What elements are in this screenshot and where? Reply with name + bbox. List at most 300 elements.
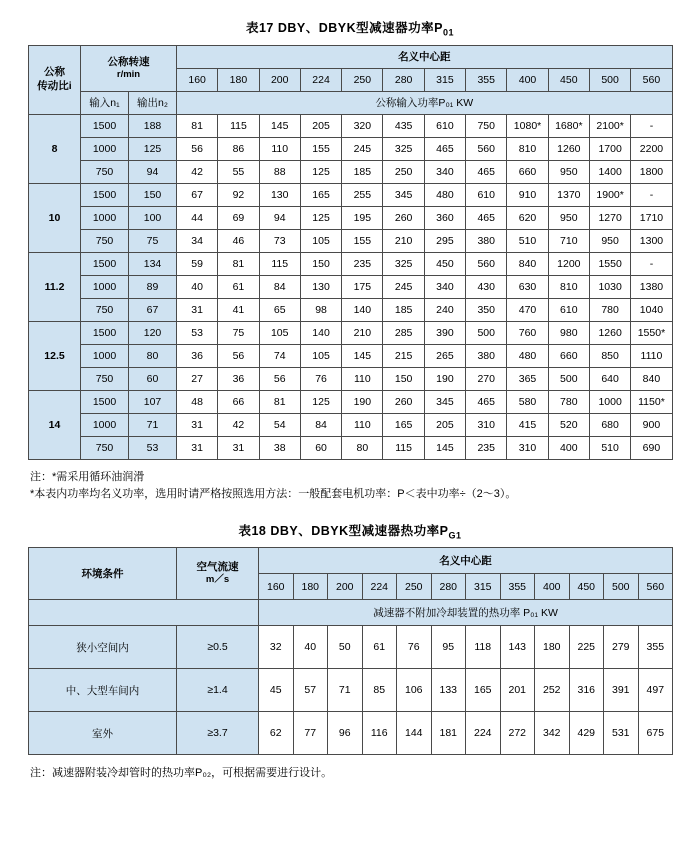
cell: 81	[218, 252, 259, 275]
header-input-speed: 输入n₁	[81, 91, 129, 114]
cell: 1550	[589, 252, 630, 275]
cell: 195	[342, 206, 383, 229]
note-line-2: *本表内功率均名义功率，选用时请严格按照选用方法：一般配套电机功率：P＜表中功率÷（2～3）。	[30, 487, 517, 500]
cell: 77	[293, 712, 328, 755]
n2: 89	[129, 275, 177, 298]
n1: 1000	[81, 206, 129, 229]
ratio-11-2: 11.2	[29, 252, 81, 321]
env-label: 狭小空间内	[29, 626, 177, 669]
cell: 429	[569, 712, 604, 755]
cell: 86	[218, 137, 259, 160]
cell: 355	[638, 626, 673, 669]
cell: 255	[342, 183, 383, 206]
n2: 134	[129, 252, 177, 275]
table-row	[29, 137, 673, 160]
n2: 188	[129, 114, 177, 137]
cell: 84	[300, 413, 341, 436]
n1: 750	[81, 367, 129, 390]
ratio-14: 14	[29, 390, 81, 459]
table18	[28, 547, 673, 755]
header-air-speed: 空气流速 m／s	[177, 548, 259, 600]
n1: 1500	[81, 390, 129, 413]
table18-header-row-1	[29, 548, 673, 574]
cell: 270	[466, 367, 507, 390]
n1: 750	[81, 229, 129, 252]
cell: 42	[218, 413, 259, 436]
cell: 27	[177, 367, 218, 390]
table-row	[29, 252, 673, 275]
ratio-8: 8	[29, 114, 81, 183]
cell: 36	[218, 367, 259, 390]
cd-500: 500	[604, 574, 639, 600]
cell: 531	[604, 712, 639, 755]
cell: 185	[342, 160, 383, 183]
cell: 40	[177, 275, 218, 298]
env-label: 室外	[29, 712, 177, 755]
cell: 850	[589, 344, 630, 367]
cd-450: 450	[548, 68, 589, 91]
cell: 71	[328, 669, 363, 712]
cell: 810	[548, 275, 589, 298]
header-output-speed: 输出n₂	[129, 91, 177, 114]
cd-280: 280	[383, 68, 424, 91]
header-center-distance: 名义中心距	[177, 45, 673, 68]
n2: 100	[129, 206, 177, 229]
cell: 80	[342, 436, 383, 459]
cell: 390	[424, 321, 465, 344]
cell: 145	[424, 436, 465, 459]
cell: 950	[589, 229, 630, 252]
cell: 125	[300, 390, 341, 413]
cd-250: 250	[342, 68, 383, 91]
n2: 120	[129, 321, 177, 344]
cell: 31	[218, 436, 259, 459]
header-ratio: 公称 传动比i	[29, 45, 81, 114]
n2: 125	[129, 137, 177, 160]
cell: 95	[431, 626, 466, 669]
cell: 610	[466, 183, 507, 206]
cell: 92	[218, 183, 259, 206]
cell: 144	[397, 712, 432, 755]
cell: 660	[507, 160, 548, 183]
cell: 900	[631, 413, 672, 436]
cell: 465	[466, 160, 507, 183]
cell: 780	[548, 390, 589, 413]
cell: 500	[548, 367, 589, 390]
cell: 205	[300, 114, 341, 137]
table18-title-sub: G1	[448, 530, 462, 541]
cell: 56	[259, 367, 300, 390]
n1: 750	[81, 436, 129, 459]
n1: 750	[81, 160, 129, 183]
cell: 44	[177, 206, 218, 229]
cell: 480	[507, 344, 548, 367]
cell: 2100*	[589, 114, 630, 137]
cell: 310	[507, 436, 548, 459]
cell: 215	[383, 344, 424, 367]
n2: 67	[129, 298, 177, 321]
cell: 60	[300, 436, 341, 459]
cell: 50	[328, 626, 363, 669]
cell: 710	[548, 229, 589, 252]
cell: 245	[383, 275, 424, 298]
table17-notes	[28, 460, 672, 503]
cell: 84	[259, 275, 300, 298]
cell: 580	[507, 390, 548, 413]
cell: 1260	[589, 321, 630, 344]
cd-160: 160	[259, 574, 294, 600]
cell: 36	[177, 344, 218, 367]
cell: 42	[177, 160, 218, 183]
cell: 175	[342, 275, 383, 298]
cell: 180	[535, 626, 570, 669]
cell: 56	[218, 344, 259, 367]
cell: 345	[383, 183, 424, 206]
cell: 105	[300, 344, 341, 367]
cell: 145	[342, 344, 383, 367]
cell: 675	[638, 712, 673, 755]
cell: 1030	[589, 275, 630, 298]
table-row	[29, 275, 673, 298]
cell: 165	[466, 669, 501, 712]
cell: 1550*	[631, 321, 672, 344]
cell: 73	[259, 229, 300, 252]
cell: 165	[300, 183, 341, 206]
table-row	[29, 114, 673, 137]
n1: 750	[81, 298, 129, 321]
cell: 325	[383, 137, 424, 160]
cell: 34	[177, 229, 218, 252]
table18-notes	[28, 755, 672, 782]
cell: 1000	[589, 390, 630, 413]
cell: 110	[259, 137, 300, 160]
cell: 201	[500, 669, 535, 712]
cell: 510	[507, 229, 548, 252]
header-environment: 环境条件	[29, 548, 177, 600]
cell: 98	[300, 298, 341, 321]
cell: 81	[259, 390, 300, 413]
cell: 125	[300, 206, 341, 229]
cell: 140	[300, 321, 341, 344]
cell: 510	[589, 436, 630, 459]
cell: 750	[466, 114, 507, 137]
n1: 1500	[81, 114, 129, 137]
cell: 210	[383, 229, 424, 252]
table-row	[29, 344, 673, 367]
cd-280: 280	[431, 574, 466, 600]
cell: 94	[259, 206, 300, 229]
cell: 350	[466, 298, 507, 321]
cell: 680	[589, 413, 630, 436]
table-row	[29, 206, 673, 229]
cell: 1080*	[507, 114, 548, 137]
cell: 910	[507, 183, 548, 206]
cell: 76	[300, 367, 341, 390]
table17-title	[28, 0, 672, 45]
n1: 1000	[81, 137, 129, 160]
cell: 106	[397, 669, 432, 712]
cell: 415	[507, 413, 548, 436]
header-center-distance: 名义中心距	[259, 548, 673, 574]
cell: 38	[259, 436, 300, 459]
n2: 94	[129, 160, 177, 183]
header-blank	[29, 600, 259, 626]
cell: 500	[466, 321, 507, 344]
cell: 640	[589, 367, 630, 390]
table-row	[29, 367, 673, 390]
cell: 53	[177, 321, 218, 344]
cell: 560	[466, 137, 507, 160]
cell: 272	[500, 712, 535, 755]
cell: 380	[466, 344, 507, 367]
cell: 465	[466, 390, 507, 413]
cell: 260	[383, 206, 424, 229]
cell: 1260	[548, 137, 589, 160]
n1: 1000	[81, 344, 129, 367]
table17-title-text: 表17 DBY、DBYK型减速器功率P	[245, 21, 443, 35]
note-line-1: 注：*需采用循环油润滑	[30, 470, 145, 483]
cell: 57	[293, 669, 328, 712]
n1: 1000	[81, 413, 129, 436]
header-power-note: 公称输入功率P₀₁ KW	[177, 91, 673, 114]
cell: 133	[431, 669, 466, 712]
cell: 610	[548, 298, 589, 321]
cell: 1400	[589, 160, 630, 183]
cd-560: 560	[631, 68, 672, 91]
n1: 1000	[81, 275, 129, 298]
cell: 1110	[631, 344, 672, 367]
table-row	[29, 712, 673, 755]
cell: 185	[383, 298, 424, 321]
table-row	[29, 321, 673, 344]
cell: 130	[300, 275, 341, 298]
cell: 780	[589, 298, 630, 321]
cd-450: 450	[569, 574, 604, 600]
cell: 391	[604, 669, 639, 712]
table-row	[29, 626, 673, 669]
cell: 48	[177, 390, 218, 413]
cell: 279	[604, 626, 639, 669]
air-speed: ≥0.5	[177, 626, 259, 669]
cell: 1270	[589, 206, 630, 229]
cell: 1710	[631, 206, 672, 229]
cell: 105	[300, 229, 341, 252]
cell: 342	[535, 712, 570, 755]
cell: 1680*	[548, 114, 589, 137]
n2: 53	[129, 436, 177, 459]
n2: 150	[129, 183, 177, 206]
cell: 65	[259, 298, 300, 321]
cell: -	[631, 114, 672, 137]
cell: 620	[507, 206, 548, 229]
cell: 31	[177, 436, 218, 459]
table18-title-text: 表18 DBY、DBYK型减速器热功率P	[238, 523, 449, 538]
cell: 1300	[631, 229, 672, 252]
table-row	[29, 183, 673, 206]
cell: 630	[507, 275, 548, 298]
cd-355: 355	[466, 68, 507, 91]
n1: 1500	[81, 252, 129, 275]
cell: 980	[548, 321, 589, 344]
cd-180: 180	[218, 68, 259, 91]
cell: 45	[259, 669, 294, 712]
cell: 430	[466, 275, 507, 298]
table17-header-row-1	[29, 45, 673, 68]
cell: 155	[300, 137, 341, 160]
env-label: 中、大型车间内	[29, 669, 177, 712]
table-row	[29, 390, 673, 413]
cell: 69	[218, 206, 259, 229]
cell: 245	[342, 137, 383, 160]
cell: 41	[218, 298, 259, 321]
cell: 252	[535, 669, 570, 712]
cell: 85	[362, 669, 397, 712]
cd-224: 224	[362, 574, 397, 600]
table-row	[29, 160, 673, 183]
cell: 210	[342, 321, 383, 344]
n1: 1500	[81, 183, 129, 206]
cd-250: 250	[397, 574, 432, 600]
cd-315: 315	[424, 68, 465, 91]
cell: 950	[548, 206, 589, 229]
ratio-10: 10	[29, 183, 81, 252]
cell: 340	[424, 275, 465, 298]
cell: 143	[500, 626, 535, 669]
cell: 54	[259, 413, 300, 436]
n1: 1500	[81, 321, 129, 344]
cell: 660	[548, 344, 589, 367]
cell: 365	[507, 367, 548, 390]
cell: 560	[466, 252, 507, 275]
table18-title	[28, 503, 672, 548]
cell: 105	[259, 321, 300, 344]
cell: 31	[177, 298, 218, 321]
cell: 118	[466, 626, 501, 669]
cell: 61	[362, 626, 397, 669]
cell: 59	[177, 252, 218, 275]
cell: 130	[259, 183, 300, 206]
cd-560: 560	[638, 574, 673, 600]
cell: 81	[177, 114, 218, 137]
cell: 190	[424, 367, 465, 390]
cell: 360	[424, 206, 465, 229]
cell: 40	[293, 626, 328, 669]
header-speed: 公称转速 r/min	[81, 45, 177, 91]
table-row	[29, 436, 673, 459]
cell: 76	[397, 626, 432, 669]
cell: 150	[383, 367, 424, 390]
cell: 1150*	[631, 390, 672, 413]
cell: 125	[300, 160, 341, 183]
table17	[28, 45, 673, 460]
n2: 71	[129, 413, 177, 436]
cd-224: 224	[300, 68, 341, 91]
cell: 380	[466, 229, 507, 252]
cell: -	[631, 252, 672, 275]
cell: 181	[431, 712, 466, 755]
cell: 115	[218, 114, 259, 137]
cd-315: 315	[466, 574, 501, 600]
cell: 155	[342, 229, 383, 252]
cell: 74	[259, 344, 300, 367]
cd-500: 500	[589, 68, 630, 91]
cell: 66	[218, 390, 259, 413]
cd-200: 200	[259, 68, 300, 91]
cell: 840	[507, 252, 548, 275]
cell: 110	[342, 413, 383, 436]
n2: 80	[129, 344, 177, 367]
cd-160: 160	[177, 68, 218, 91]
cell: 115	[259, 252, 300, 275]
cell: 345	[424, 390, 465, 413]
cell: 320	[342, 114, 383, 137]
cd-355: 355	[500, 574, 535, 600]
cell: 520	[548, 413, 589, 436]
table-row	[29, 229, 673, 252]
cell: 224	[466, 712, 501, 755]
cell: 465	[424, 137, 465, 160]
cell: 235	[466, 436, 507, 459]
cell: 116	[362, 712, 397, 755]
cell: 810	[507, 137, 548, 160]
cell: 235	[342, 252, 383, 275]
air-speed: ≥3.7	[177, 712, 259, 755]
cell: 150	[300, 252, 341, 275]
cell: 260	[383, 390, 424, 413]
table-row	[29, 669, 673, 712]
ratio-12-5: 12.5	[29, 321, 81, 390]
cell: 190	[342, 390, 383, 413]
cell: 56	[177, 137, 218, 160]
cell: 950	[548, 160, 589, 183]
cell: 497	[638, 669, 673, 712]
cell: 340	[424, 160, 465, 183]
cell: 61	[218, 275, 259, 298]
cell: 1200	[548, 252, 589, 275]
cell: 67	[177, 183, 218, 206]
table17-title-sub: 01	[443, 27, 455, 38]
cell: 325	[383, 252, 424, 275]
cell: 480	[424, 183, 465, 206]
cell: 32	[259, 626, 294, 669]
table-row	[29, 413, 673, 436]
cell: 1700	[589, 137, 630, 160]
cell: 88	[259, 160, 300, 183]
cell: 140	[342, 298, 383, 321]
cell: 31	[177, 413, 218, 436]
cell: 145	[259, 114, 300, 137]
cell: 760	[507, 321, 548, 344]
cell: 465	[466, 206, 507, 229]
cd-200: 200	[328, 574, 363, 600]
header-thermal-note: 减速器不附加冷却装置的热功率 P₀₁ KW	[259, 600, 673, 626]
cell: 110	[342, 367, 383, 390]
cell: 1900*	[589, 183, 630, 206]
cell: 316	[569, 669, 604, 712]
n2: 107	[129, 390, 177, 413]
cell: 55	[218, 160, 259, 183]
cell: 400	[548, 436, 589, 459]
cell: 450	[424, 252, 465, 275]
table18-header-row-3	[29, 600, 673, 626]
cell: 470	[507, 298, 548, 321]
table-row	[29, 298, 673, 321]
n2: 60	[129, 367, 177, 390]
table17-header-row-3	[29, 91, 673, 114]
cell: 285	[383, 321, 424, 344]
cell: 240	[424, 298, 465, 321]
cell: 46	[218, 229, 259, 252]
